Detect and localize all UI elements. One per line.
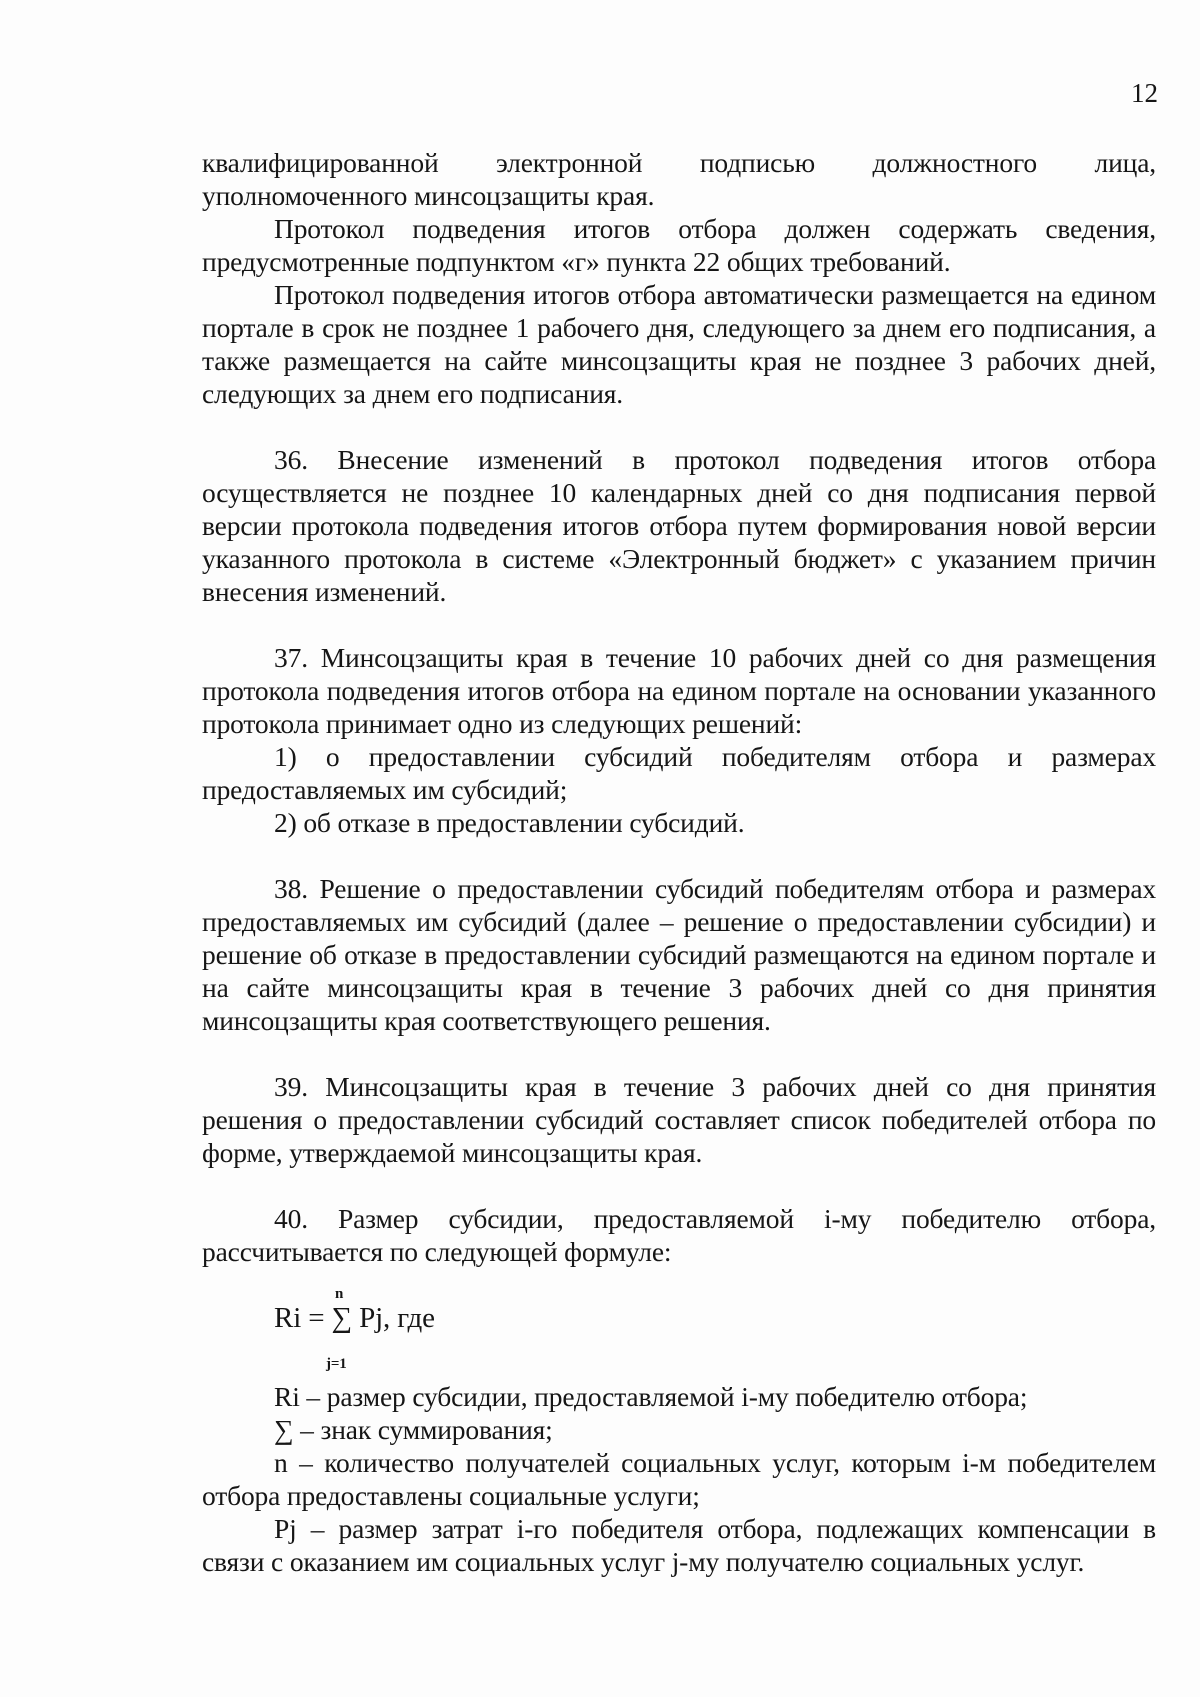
definition-ri: Ri – размер субсидии, предоставляемой i-му победителю отбора; (274, 1381, 1028, 1412)
paragraph-signature-continuation: квалифицированной электронной подписью должностного лица, уполномоченного минсоцзащиты края. (202, 147, 1156, 211)
document-body (202, 146, 1156, 1578)
paragraph-37: 37. Минсоцзащиты края в течение 10 рабочих дней со дня размещения протокола подведения итогов отбора на едином портале на основании указанного протокола принимает одно из следующих решений: (202, 642, 1156, 739)
page-number: 12 (1131, 78, 1158, 108)
definition-pj: Pj – размер затрат i-го победителя отбора, подлежащих компенсации в связи с оказанием им социальных услуг j-му получателю социальных услуг. (202, 1513, 1156, 1577)
formula-lhs: Ri (274, 1302, 302, 1334)
paragraph-39: 39. Минсоцзащиты края в течение 3 рабочих дней со дня принятия решения о предоставлении субсидий составляет список победителей отбора по форме, утверждаемой минсоцзащиты края. (202, 1071, 1156, 1168)
paragraph-38: 38. Решение о предоставлении субсидий победителям отбора и размерах предоставляемых им субсидий (далее – решение о предоставлении субсидии) и решение об отказе в предоставлении субсидий размещаются на едином портале и на сайте минсоцзащиты края в течение 3 рабочих дней со дня принятия минсоцзащиты края соответствующего решения. (202, 873, 1156, 1036)
paragraph-protocol-content: Протокол подведения итогов отбора должен содержать сведения, предусмотренные подпунктом «г» пункта 22 общих требований. (202, 213, 1156, 277)
subsidy-formula (202, 1268, 1156, 1380)
paragraph-40: 40. Размер субсидии, предоставляемой i-му победителю отбора, рассчитывается по следующей формуле: (202, 1203, 1156, 1267)
paragraph-36: 36. Внесение изменений в протокол подведения итогов отбора осуществляется не позднее 10 календарных дней со дня подписания первой версии протокола подведения итогов отбора путем формирования новой версии указанного протокола в системе «Электронный бюджет» с указанием причин внесения изменений. (202, 444, 1156, 607)
sum-upper-limit: n (335, 1286, 344, 1302)
formula-expression (274, 1302, 435, 1335)
definition-sum: ∑ – знак суммирования; (274, 1414, 553, 1445)
paragraph-protocol-publication: Протокол подведения итогов отбора автоматически размещается на едином портале в срок не позднее 1 рабочего дня, следующего за днем его подписания, а также размещается на сайте минсоцзащиты края не позднее 3 рабочих дней, следующих за днем его подписания. (202, 279, 1156, 409)
sum-lower-limit: j=1 (326, 1356, 347, 1372)
paragraph-37-item-2: 2) об отказе в предоставлении субсидий. (274, 807, 745, 838)
formula-rhs: = ∑ Pj, где (308, 1302, 435, 1334)
paragraph-37-item-1: 1) о предоставлении субсидий победителям отбора и размерах предоставляемых им субсидий; (202, 741, 1156, 805)
definition-n: n – количество получателей социальных услуг, которым i-м победителем отбора предоставлены социальные услуги; (202, 1447, 1156, 1511)
